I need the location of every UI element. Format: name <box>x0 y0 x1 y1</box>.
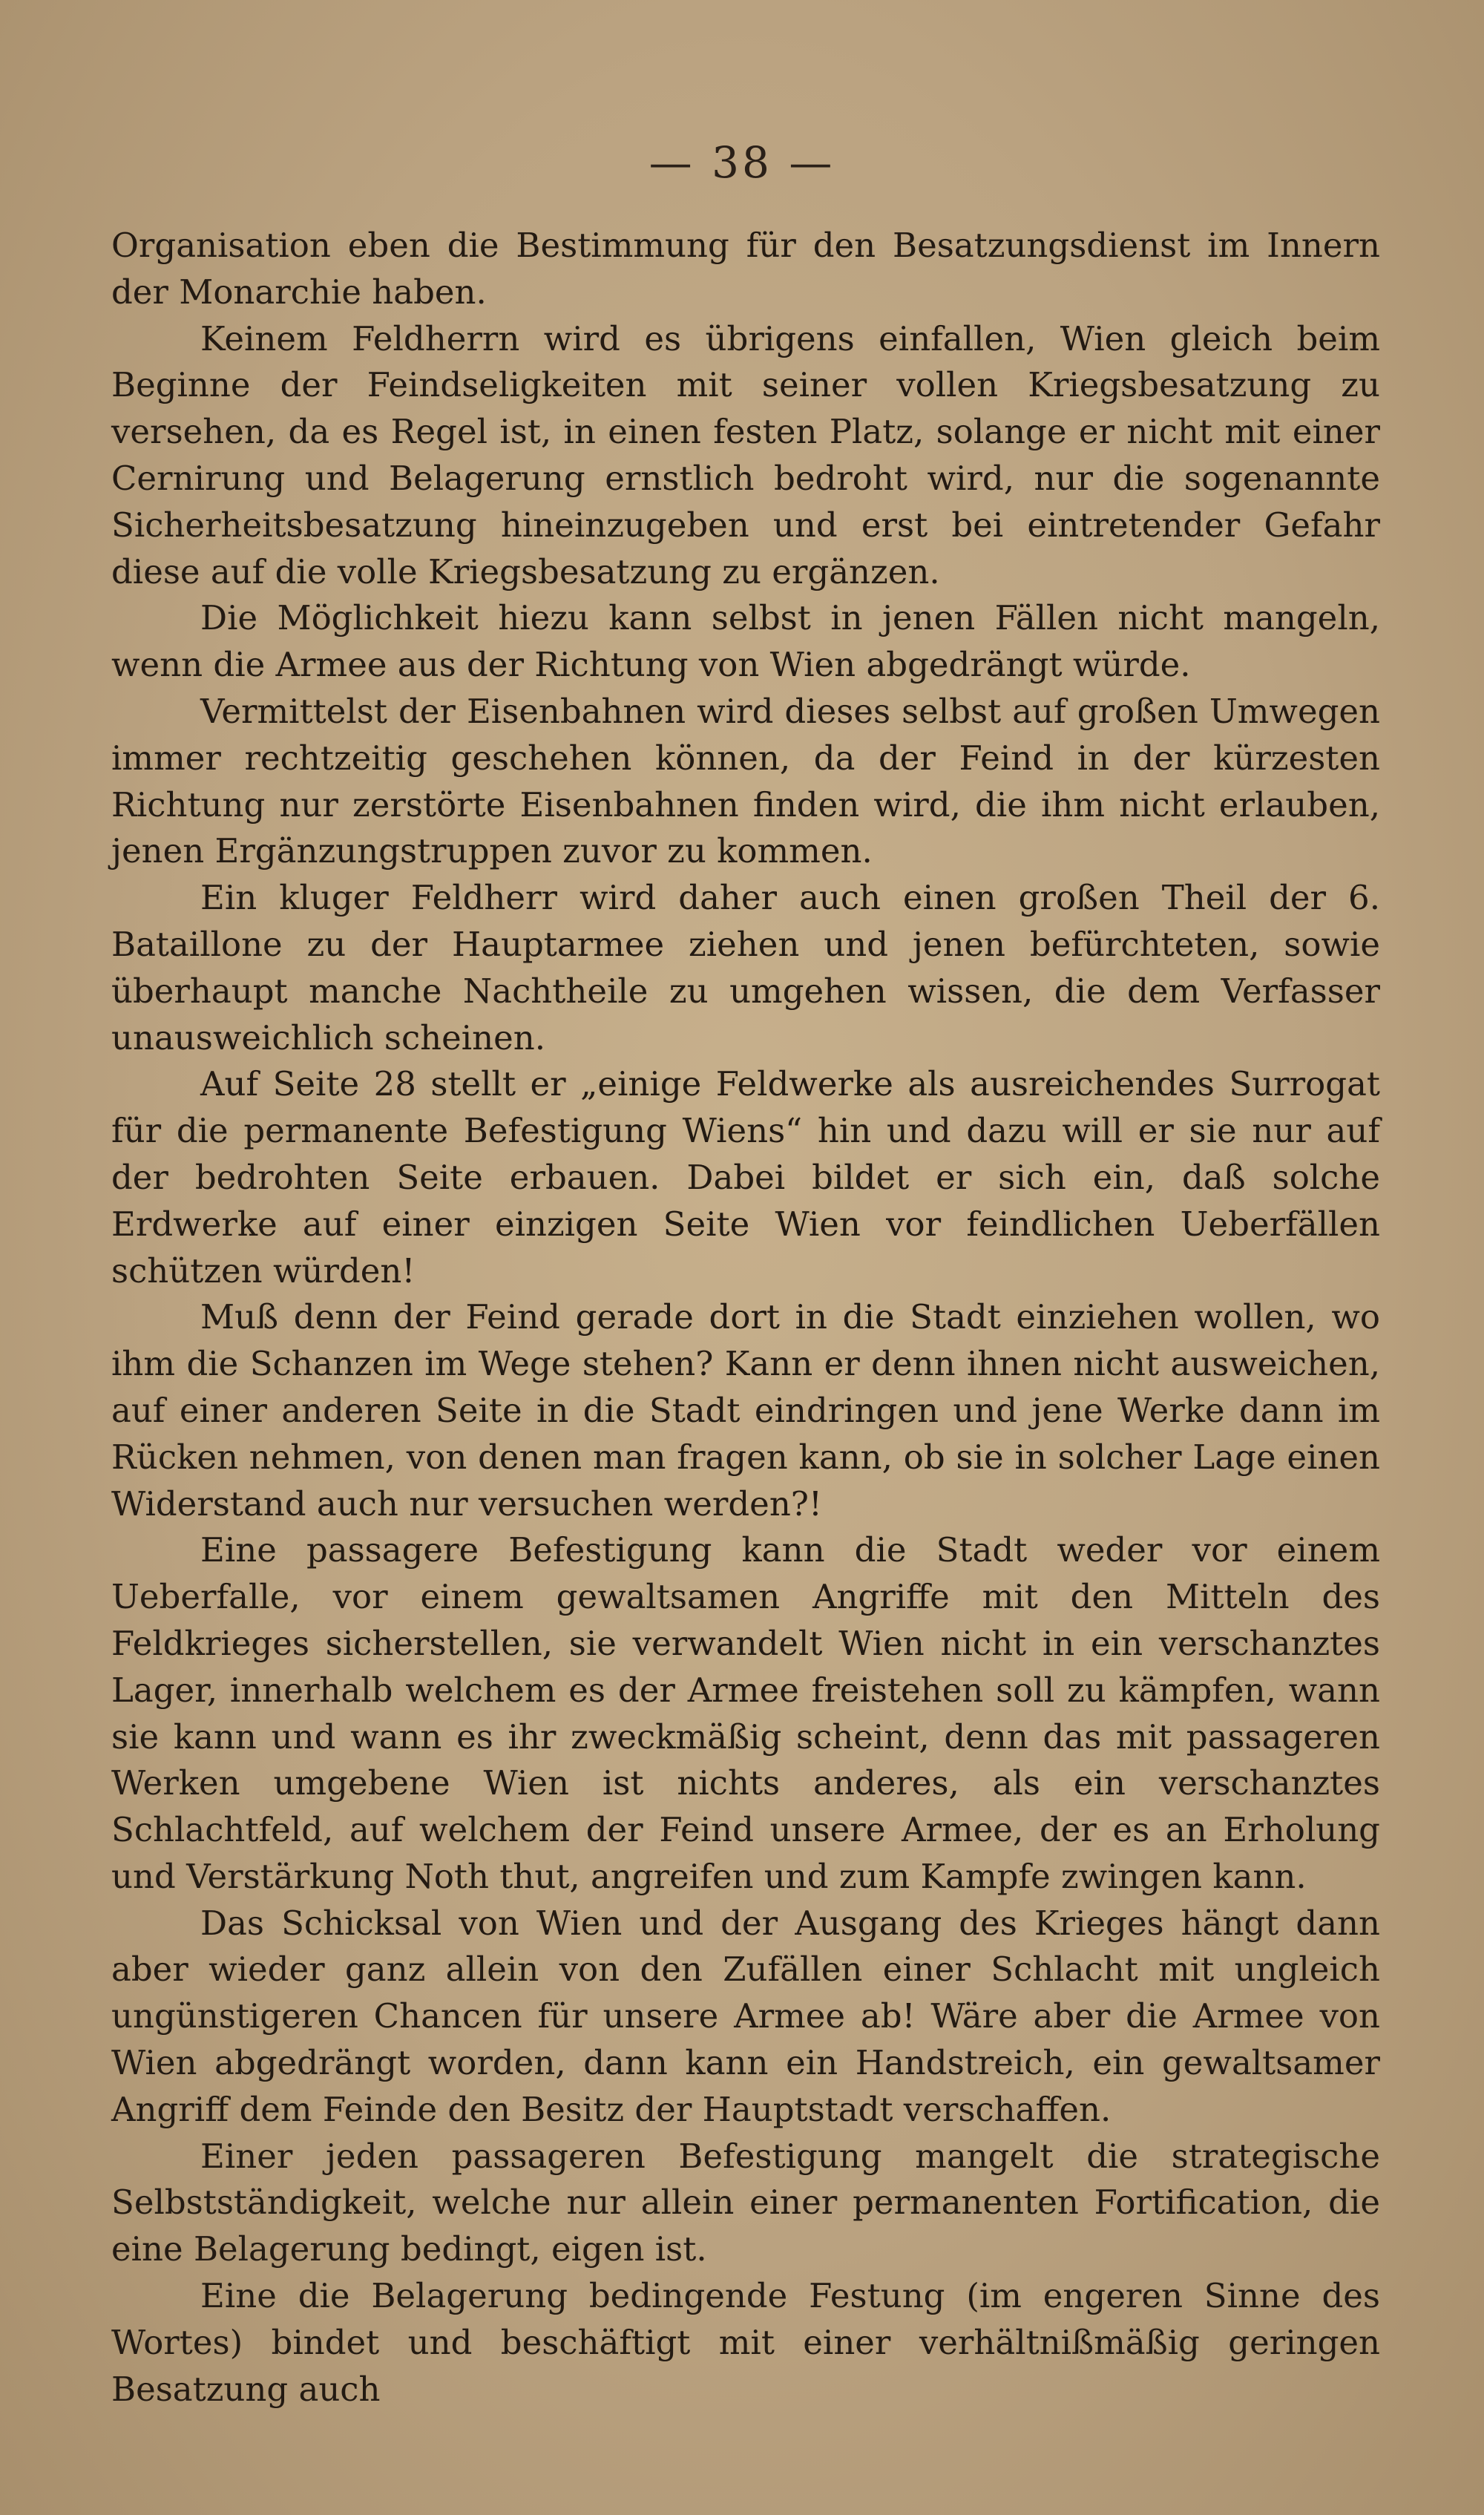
paragraph: Vermittelst der Eisenbahnen wird dieses selbst auf großen Umwegen immer rechtzeitig geschehen können, da der Feind in der kürzesten Richtung nur zerstörte Eisenbahnen finden wird, die ihm nicht erlauben, jenen Ergänzungstruppen zuvor zu kommen. <box>111 691 1380 871</box>
paragraph: Auf Seite 28 stellt er „einige Feldwerke als ausreichendes Surrogat für die permanente Befestigung Wiens“ hin und dazu will er sie nur auf der bedrohten Seite erbauen. Dabei bildet er sich ein, daß solche Erdwerke auf einer einzigen Seite Wien vor feindlichen Ueberfällen schützen würden! <box>111 1064 1380 1291</box>
paragraph: Eine die Belagerung bedingende Festung (im engeren Sinne des Wortes) bindet und beschäftigt mit einer verhältnißmäßig geringen Besatzung auch <box>111 2276 1380 2409</box>
paragraph: Die Möglichkeit hiezu kann selbst in jenen Fällen nicht mangeln, wenn die Armee aus der Richtung von Wien abgedrängt würde. <box>111 598 1380 685</box>
body-text <box>111 223 1380 2413</box>
paragraph: Muß denn der Feind gerade dort in die Stadt einziehen wollen, wo ihm die Schanzen im Wege stehen? Kann er denn ihnen nicht ausweichen, auf einer anderen Seite in die Stadt eindringen und jene Werke dann im Rücken nehmen, von denen man fragen kann, ob sie in solcher Lage einen Widerstand auch nur versuchen werden?! <box>111 1297 1380 1524</box>
paragraph: Einer jeden passageren Befestigung mangelt die strategische Selbstständigkeit, welche nur allein einer permanenten Fortification, die eine Belagerung bedingt, eigen ist. <box>111 2136 1380 2269</box>
page-number: — 38 — <box>649 137 835 188</box>
paragraph: Organisation eben die Bestimmung für den Besatzungsdienst im Innern der Monarchie haben. <box>111 226 1380 312</box>
paragraph: Das Schicksal von Wien und der Ausgang des Krieges hängt dann aber wieder ganz allein von den Zufällen einer Schlacht mit ungleich ungünstigeren Chancen für unsere Armee ab! Wäre aber die Armee von Wien abgedrängt worden, dann kann ein Handstreich, ein gewaltsamer Angriff dem Feinde den Besitz der Hauptstadt verschaffen. <box>111 1903 1380 2129</box>
paragraph: Eine passagere Befestigung kann die Stadt weder vor einem Ueberfalle, vor einem gewaltsamen Angriffe mit den Mitteln des Feldkrieges sicherstellen, sie verwandelt Wien nicht in ein verschanztes Lager, innerhalb welchem es der Armee freistehen soll zu kämpfen, wann sie kann und wann es ihr zweckmäßig scheint, denn das mit passageren Werken umgebene Wien ist nichts anderes, als ein verschanztes Schlachtfeld, auf welchem der Feind unsere Armee, der es an Erholung und Verstärkung Noth thut, angreifen und zum Kampfe zwingen kann. <box>111 1530 1380 1896</box>
paragraph: Keinem Feldherrn wird es übrigens einfallen, Wien gleich beim Beginne der Feindseligkeiten mit seiner vollen Kriegsbesatzung zu versehen, da es Regel ist, in einen festen Platz, solange er nicht mit einer Cernirung und Belagerung ernstlich bedroht wird, nur die sogenannte Sicherheitsbesatzung hineinzugeben und erst bei eintretender Gefahr diese auf die volle Kriegsbesatzung zu ergänzen. <box>111 318 1380 591</box>
paragraph: Ein kluger Feldherr wird daher auch einen großen Theil der 6. Bataillone zu der Hauptarmee ziehen und jenen befürchteten, sowie überhaupt manche Nachtheile zu umgehen wissen, die dem Verfasser unausweichlich scheinen. <box>111 878 1380 1058</box>
